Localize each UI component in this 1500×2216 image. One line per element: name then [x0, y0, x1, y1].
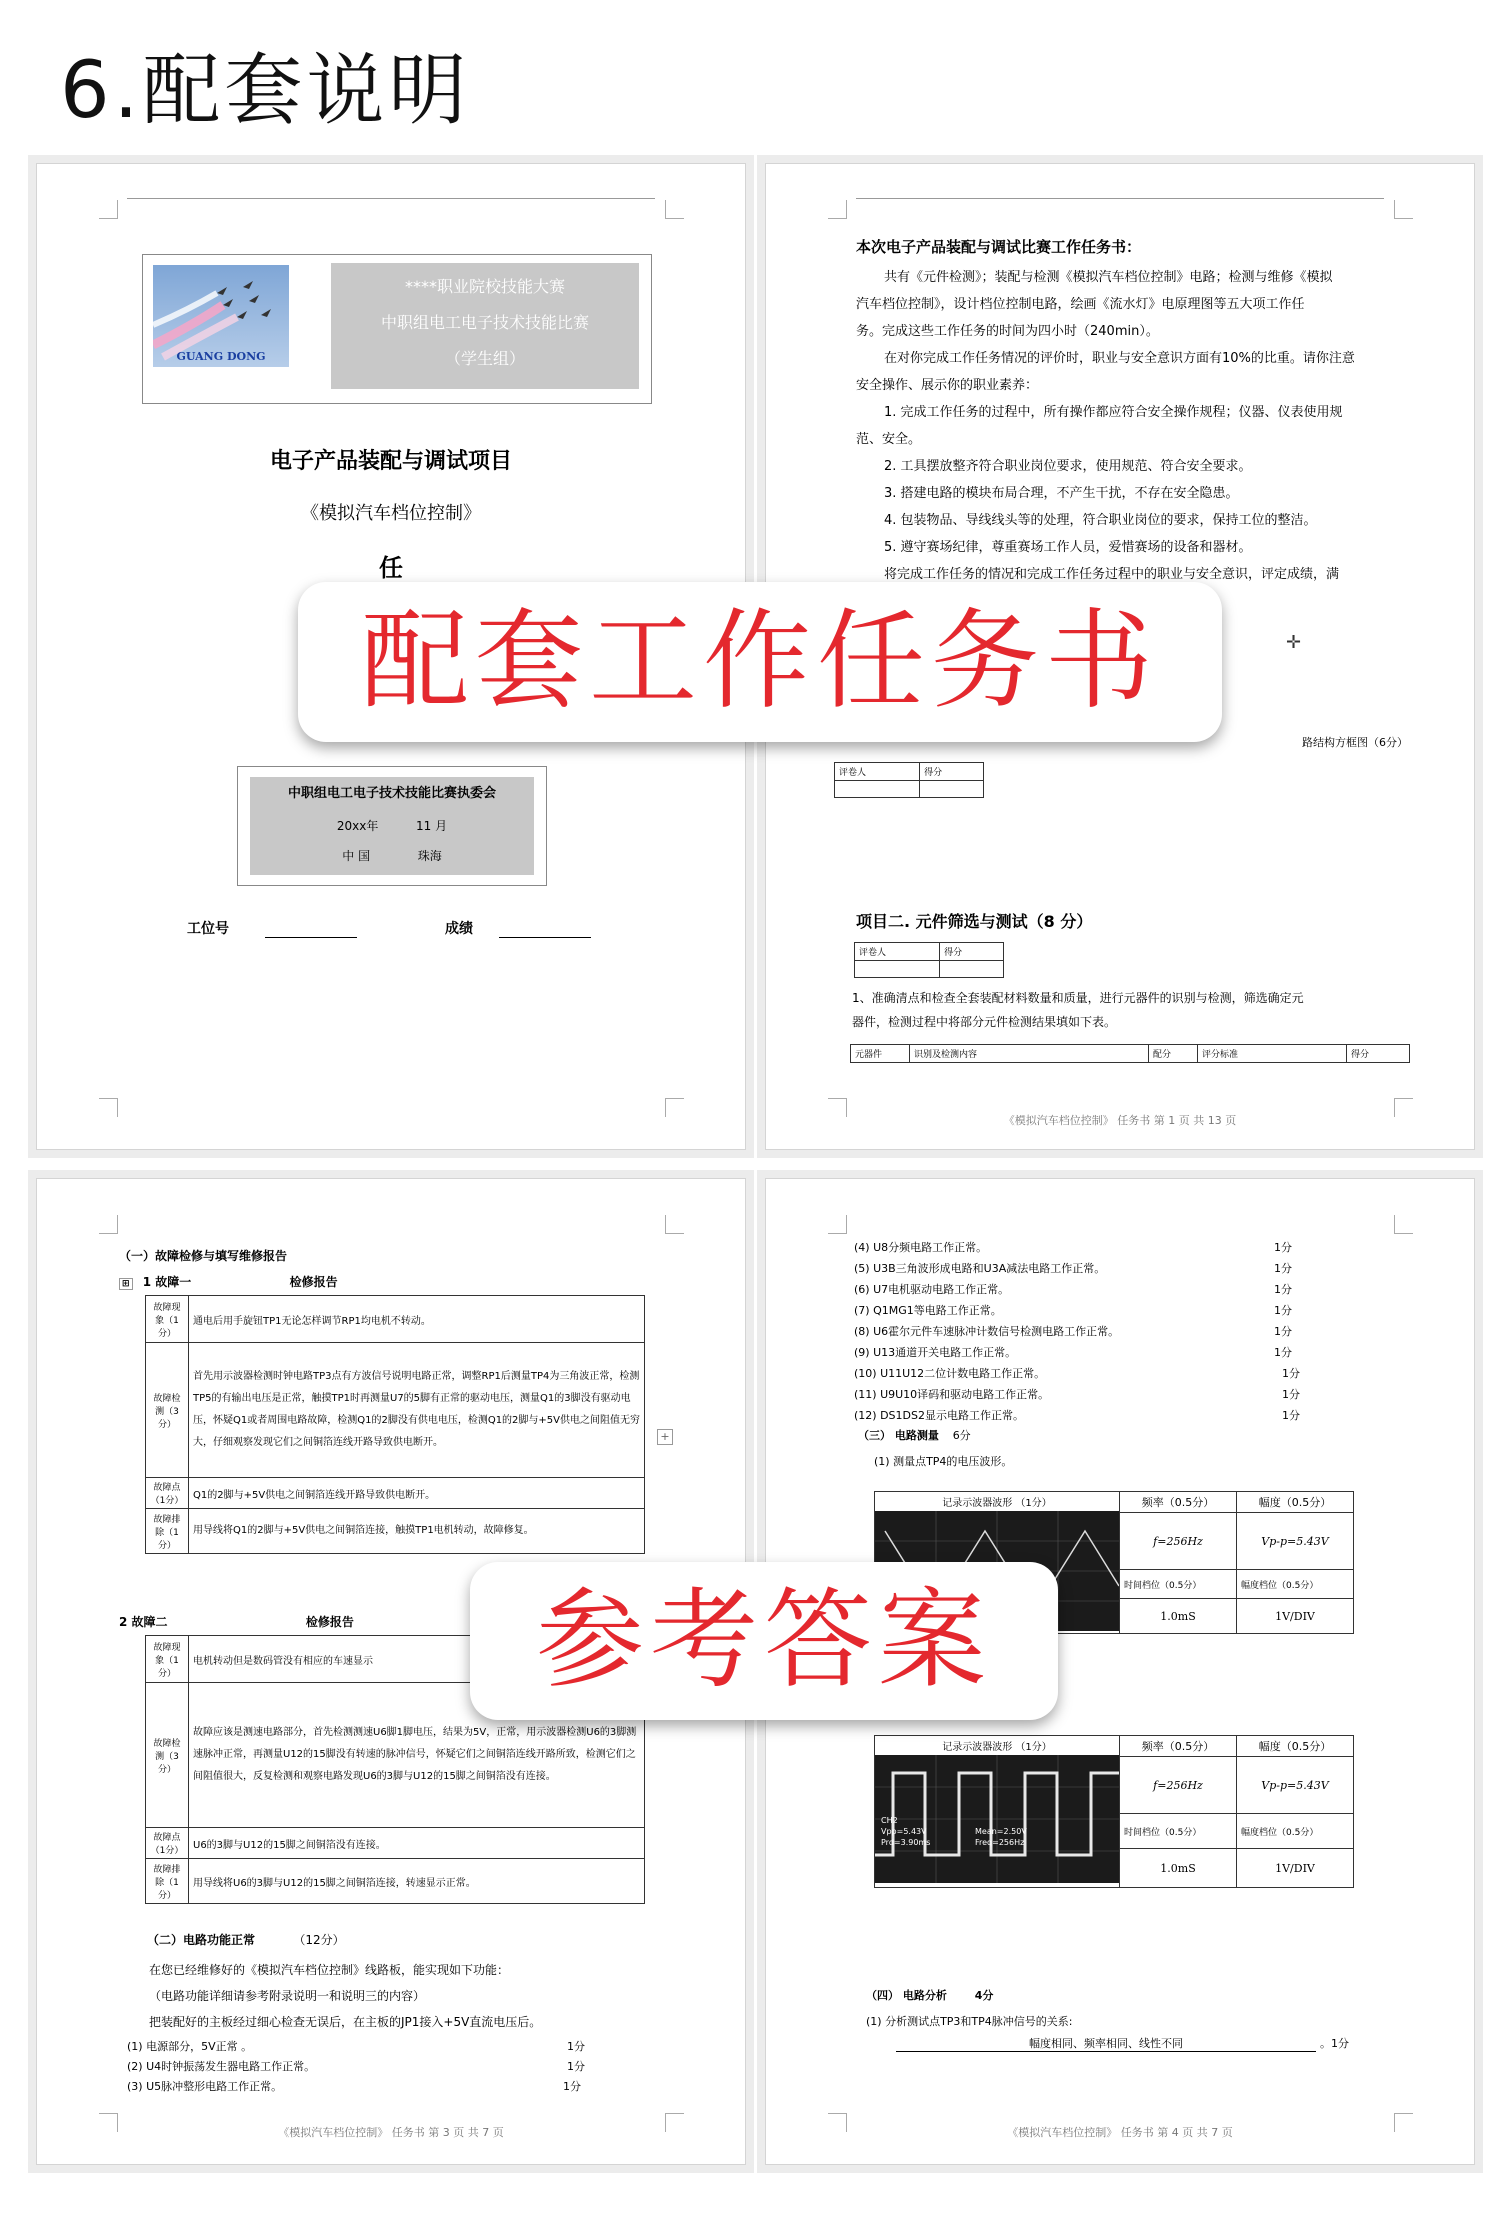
- amp-value: Vp-p=5.43V: [1237, 1513, 1354, 1570]
- function-item: [854, 1363, 1314, 1384]
- item-points: 1分: [1274, 1241, 1292, 1254]
- function-points: （12分）: [293, 1933, 345, 1947]
- function-line: （电路功能详细请参考附录说明一和说明三的内容）: [149, 1989, 426, 2003]
- project-two-desc: [852, 986, 1432, 1034]
- col-alloc: 配分: [1149, 1045, 1198, 1063]
- contest-header-box: [142, 254, 652, 404]
- item-text: (9) U13通道开关电路工作正常。: [854, 1346, 1017, 1359]
- crop-mark: [1394, 1098, 1413, 1117]
- fault1-table: [145, 1295, 645, 1554]
- fault1-title: [119, 1273, 338, 1290]
- item-points: 1分: [567, 2060, 585, 2073]
- crop-mark: [99, 200, 118, 219]
- intro-line: 1. 完成工作任务的过程中，所有操作都应符合安全操作规程；仪器、仪表使用规: [884, 405, 1343, 420]
- time-value: 1.0mS: [1120, 1849, 1237, 1888]
- item-text: (3) U5脉冲整形电路工作正常。: [127, 2080, 283, 2093]
- crop-mark: [665, 1215, 684, 1234]
- add-column-icon[interactable]: +: [657, 1429, 673, 1445]
- points-cell[interactable]: [940, 961, 1004, 978]
- function-section: [147, 1931, 345, 1948]
- fault1-report: 检修报告: [289, 1275, 338, 1289]
- row-text: 首先用示波器检测时钟电路TP3点有方波信号说明电路正常，调整RP1后测量TP4为三角波正常，检测TP5的有输出电压是正常，触摸TP1时再测量U7的5脚有正常的驱动电压，测量Q1的3脚没有驱动电压，怀疑Q1或者周围电路故障，检测Q1的2脚没有供电电压，检测Q1的2脚与+5V供电之间阻值无穷大，仔细观察发现它们之间铜箔连线开路导致供电断开。: [189, 1343, 645, 1478]
- osc-freq: Freq=256Hz: [975, 1838, 1025, 1847]
- tp3-measure-table: [874, 1735, 1354, 1888]
- item-points: 1分: [1282, 1409, 1300, 1422]
- function-item: [854, 1405, 1314, 1426]
- amp-header: 幅度（0.5分）: [1237, 1492, 1354, 1513]
- item-text: (11) U9U10译码和驱动电路工作正常。: [854, 1388, 1050, 1401]
- points-label: 得分: [940, 943, 1004, 961]
- intro-paragraphs: [856, 264, 1416, 588]
- item-points: 1分: [567, 2040, 585, 2053]
- project-two-title: 项目二. 元件筛选与测试（8 分）: [856, 912, 1093, 931]
- intro-line: 2. 工具摆放整齐符合职业岗位要求，使用规范、符合安全要求。: [884, 459, 1252, 474]
- analysis-section: [866, 1987, 993, 2003]
- row-text: 电机转动但是数码管没有相应的车速显示: [189, 1636, 645, 1683]
- osc-mean: Mean=2.50V: [975, 1827, 1027, 1836]
- amp-header: 幅度（0.5分）: [1237, 1736, 1354, 1757]
- crop-mark: [828, 200, 847, 219]
- crop-mark: [1394, 2113, 1413, 2132]
- crop-mark: [665, 2113, 684, 2132]
- fault1-label: 1 故障一: [142, 1275, 192, 1289]
- row-text: 故障应该是测速电路部分，首先检测测速U6脚1脚电压，结果为5V，正常，用示波器检测U6的3脚测速脉冲正常，再测量U12的15脚没有转速的脉冲信号，怀疑它们之间铜箔连线开路所致，检测它们之间阻值很大，反复检测和观察电路发现U6的3脚与U12的15脚之间铜箔没有连接。: [189, 1683, 645, 1828]
- header-rule: [127, 198, 655, 199]
- measure-points: 6分: [952, 1429, 971, 1442]
- function-item: [854, 1342, 1314, 1363]
- crop-mark: [99, 1098, 118, 1117]
- item-text: (7) Q1MG1等电路工作正常。: [854, 1304, 1002, 1317]
- row-label: 故障现象（1分）: [146, 1296, 189, 1343]
- osc-vpp: Vpp=5.43V: [881, 1827, 927, 1836]
- grader-table-1: [834, 762, 984, 798]
- section-heading: 6.配套说明: [60, 46, 471, 136]
- osc-readout-right: [975, 1826, 1027, 1848]
- committee-inner: [250, 777, 534, 875]
- item-text: (10) U11U12二位计数电路工作正常。: [854, 1367, 1046, 1380]
- row-text: 用导线将Q1的2脚与+5V供电之间铜箔连接，触摸TP1电机转动，故障修复。: [189, 1509, 645, 1554]
- crop-mark: [665, 200, 684, 219]
- answer-key-banner-text: 参考答案: [535, 1578, 992, 1703]
- crop-mark: [99, 1215, 118, 1234]
- item-text: (1) 电源部分，5V正常 。: [127, 2040, 253, 2053]
- intro-line: 3. 搭建电路的模块布局合理，不产生干扰，不存在安全隐患。: [884, 486, 1239, 501]
- committee-date: [250, 811, 534, 841]
- analysis-title: （四） 电路分析: [866, 1989, 947, 2002]
- item-text: (6) U7电机驱动电路工作正常。: [854, 1283, 1010, 1296]
- item-text: (8) U6霍尔元件车速脉冲计数信号检测电路工作正常。: [854, 1325, 1120, 1338]
- osc-readout-left: [881, 1815, 930, 1848]
- measure-title: （三） 电路测量: [858, 1429, 939, 1442]
- function-item: [854, 1279, 1314, 1300]
- intro-line: 共有《元件检测》；装配与检测《模拟汽车档位控制》电路；检测与维修《模拟: [884, 270, 1333, 285]
- committee-box: [237, 766, 547, 886]
- function-item: [854, 1300, 1314, 1321]
- item-points: 1分: [1274, 1283, 1292, 1296]
- header-rule: [856, 198, 1384, 199]
- function-item: [127, 2077, 607, 2097]
- ampgear-value: 1V/DIV: [1237, 1849, 1354, 1888]
- function-item: [127, 2057, 607, 2077]
- row-label: 故障点（1分）: [146, 1828, 189, 1859]
- score-blank: [499, 937, 591, 938]
- item-text: (4) U8分频电路工作正常。: [854, 1241, 988, 1254]
- crop-mark: [665, 1098, 684, 1117]
- freq-value: f=256Hz: [1120, 1757, 1237, 1814]
- analysis-answer: 幅度相同、频率相同、线性不同: [896, 2035, 1316, 2052]
- crop-mark: [99, 2113, 118, 2132]
- fault2-title: [119, 1613, 354, 1630]
- committee-name: 中职组电工电子技术技能比赛执委会: [287, 786, 496, 801]
- crop-mark: [828, 2113, 847, 2132]
- intro-line: 将完成工作任务的情况和完成工作任务过程中的职业与安全意识，评定成绩，满: [884, 567, 1340, 582]
- ampgear-header: 幅度档位（0.5分）: [1237, 1570, 1354, 1599]
- points-label: 得分: [920, 763, 984, 781]
- row-label: 故障排除（1分）: [146, 1859, 189, 1904]
- col-inspect: 识别及检测内容: [910, 1045, 1149, 1063]
- time-header: 时间档位（0.5分）: [1120, 1570, 1237, 1599]
- col-criteria: 评分标准: [1198, 1045, 1347, 1063]
- function-item: [854, 1384, 1314, 1405]
- time-header: 时间档位（0.5分）: [1120, 1814, 1237, 1849]
- station-blank: [265, 937, 357, 938]
- fault2-report: 检修报告: [305, 1615, 354, 1629]
- table-handle-icon[interactable]: ⊞: [119, 1278, 133, 1290]
- block-diagram-fragment: 路结构方框图（6分）: [1302, 736, 1408, 749]
- contest-line-3: （学生组）: [444, 349, 525, 368]
- intro-line: 务。完成这些工作任务的时间为四小时（240min）。: [856, 324, 1159, 339]
- col-component: 元器件: [851, 1045, 910, 1063]
- task-book-banner-text: 配套工作任务书: [360, 599, 1159, 724]
- page-footer: 《模拟汽车档位控制》 任务书 第 4 页 共 7 页: [1007, 2126, 1233, 2139]
- intro-line: 安全操作、展示你的职业素养：: [856, 378, 1039, 393]
- tp3-waveform-screen: [875, 1755, 1119, 1883]
- item-points: 1分: [563, 2080, 581, 2093]
- function-title: （二）电路功能正常: [147, 1933, 256, 1947]
- committee-place: [250, 841, 534, 871]
- osc-channel: CH2: [881, 1816, 898, 1825]
- item-text: (12) DS1DS2显示电路工作正常。: [854, 1409, 1024, 1422]
- move-cross-icon: ✛: [1286, 632, 1302, 653]
- function-line: 把装配好的主板经过细心检查无误后，在主板的JP1接入+5V直流电压后。: [149, 2015, 542, 2029]
- analysis-question: (1) 分析测试点TP3和TP4脉冲信号的关系:: [866, 2015, 1073, 2028]
- item-text: (2) U4时钟振荡发生器电路工作正常。: [127, 2060, 316, 2073]
- date-month: 11 月: [416, 819, 448, 833]
- row-label: 故障排除（1分）: [146, 1509, 189, 1554]
- place-city: 珠海: [417, 849, 442, 863]
- item-points: 1分: [1274, 1304, 1292, 1317]
- freq-header: 频率（0.5分）: [1120, 1492, 1237, 1513]
- item-text: (5) U3B三角波形成电路和U3A减法电路工作正常。: [854, 1262, 1106, 1275]
- crop-mark: [828, 1215, 847, 1234]
- intro-line: 5. 遵守赛场纪律，尊重赛场工作人员，爱惜赛场的设备和器材。: [884, 540, 1252, 555]
- row-label: 故障检测（3分）: [146, 1683, 189, 1828]
- ampgear-value: 1V/DIV: [1237, 1599, 1354, 1634]
- crop-mark: [828, 1098, 847, 1117]
- row-label: 故障点（1分）: [146, 1478, 189, 1509]
- contest-line-2: 中职组电工电子技术技能比赛: [380, 313, 589, 332]
- row-text: 通电后用手旋钮TP1无论怎样调节RP1均电机不转动。: [189, 1296, 645, 1343]
- analysis-points: 4分: [974, 1989, 994, 2002]
- time-value: 1.0mS: [1120, 1599, 1237, 1634]
- contest-line-1: ****职业院校技能大赛: [404, 277, 565, 296]
- measure-section: [858, 1427, 971, 1443]
- airshow-logo-image: [153, 265, 289, 367]
- intro-line: 汽车档位控制》，设计档位控制电路，绘画《流水灯》电原理图等五大项工作任: [856, 297, 1305, 312]
- crop-mark: [1394, 1215, 1413, 1234]
- row-text: Q1的2脚与+5V供电之间铜箔连线开路导致供电断开。: [189, 1478, 645, 1509]
- project-subtitle: 《模拟汽车档位控制》: [301, 503, 481, 524]
- record-label: 记录示波器波形 （1分）: [942, 1498, 1052, 1509]
- freq-value: f=256Hz: [1120, 1513, 1237, 1570]
- place-country: 中 国: [342, 849, 371, 863]
- grader-cell[interactable]: [855, 961, 940, 978]
- function-item: [127, 2037, 607, 2057]
- grader-cell[interactable]: [835, 781, 920, 798]
- freq-header: 频率（0.5分）: [1120, 1736, 1237, 1757]
- analysis-answer-points: 。1分: [1320, 2037, 1349, 2050]
- fault-section-head: （一）故障检修与填写维修报告: [119, 1249, 288, 1263]
- osc-period: Prd=3.90ms: [881, 1838, 931, 1847]
- ampgear-header: 幅度档位（0.5分）: [1237, 1814, 1354, 1849]
- item-points: 1分: [1282, 1388, 1300, 1401]
- function-item: [854, 1321, 1314, 1342]
- desc-line: 1、准确清点和检查全套装配材料数量和质量，进行元器件的识别与检测，筛选确定元: [852, 991, 1304, 1005]
- function-item: [854, 1258, 1314, 1279]
- row-text: U6的3脚与U12的15脚之间铜箔没有连接。: [189, 1828, 645, 1859]
- intro-title: 本次电子产品装配与调试比赛工作任务书：: [856, 238, 1142, 256]
- task-char: 任: [379, 554, 403, 582]
- measure-item-1: (1) 测量点TP4的电压波形。: [874, 1455, 1013, 1468]
- date-year: 20xx年: [336, 819, 379, 833]
- function-desc: [149, 1957, 541, 2035]
- item-points: 1分: [1274, 1325, 1292, 1338]
- function-items: [127, 2037, 607, 2097]
- item-points: 1分: [1274, 1346, 1292, 1359]
- fault2-label: 2 故障二: [119, 1615, 168, 1629]
- oscilloscope-cell: [875, 1736, 1120, 1888]
- intro-line: 在对你完成工作任务情况的评价时，职业与安全意识方面有10%的比重。请你注意: [884, 351, 1355, 366]
- item-points: 1分: [1282, 1367, 1300, 1380]
- col-points: 得分: [1347, 1045, 1410, 1063]
- intro-line: 4. 包装物品、导线线头等的处理，符合职业岗位的要求，保持工位的整洁。: [884, 513, 1317, 528]
- score-label: 成绩: [445, 921, 473, 937]
- record-label: 记录示波器波形 （1分）: [942, 1742, 1052, 1753]
- amp-value: Vp-p=5.43V: [1237, 1757, 1354, 1814]
- answer-key-banner: [470, 1562, 1058, 1720]
- crop-mark: [1394, 200, 1413, 219]
- function-line: 在您已经维修好的《模拟汽车档位控制》线路板，能实现如下功能：: [149, 1963, 510, 1977]
- page-footer: 《模拟汽车档位控制》 任务书 第 1 页 共 13 页: [1003, 1114, 1237, 1127]
- function-item: [854, 1237, 1314, 1258]
- logo-caption: GUANG DONG: [176, 350, 266, 363]
- row-text: 用导线将U6的3脚与U12的15脚之间铜箔连接，转速显示正常。: [189, 1859, 645, 1904]
- page-footer: 《模拟汽车档位控制》 任务书 第 3 页 共 7 页: [278, 2126, 504, 2139]
- item-points: 1分: [1274, 1262, 1292, 1275]
- task-book-banner: [298, 582, 1222, 742]
- grader-label: 评卷人: [835, 763, 920, 781]
- desc-line: 器件，检测过程中将部分元件检测结果填如下表。: [852, 1015, 1117, 1029]
- grader-table-2: [854, 942, 1004, 978]
- intro-line: 范、安全。: [856, 432, 922, 447]
- contest-title-box: [331, 263, 639, 389]
- station-label: 工位号: [187, 921, 229, 937]
- row-label: 故障检测（3分）: [146, 1343, 189, 1478]
- component-table-header: [850, 1044, 1410, 1063]
- points-cell[interactable]: [920, 781, 984, 798]
- project-title: 电子产品装配与调试项目: [269, 449, 512, 474]
- row-label: 故障现象（1分）: [146, 1636, 189, 1683]
- function-items-cont: [854, 1237, 1314, 1426]
- grader-label: 评卷人: [855, 943, 940, 961]
